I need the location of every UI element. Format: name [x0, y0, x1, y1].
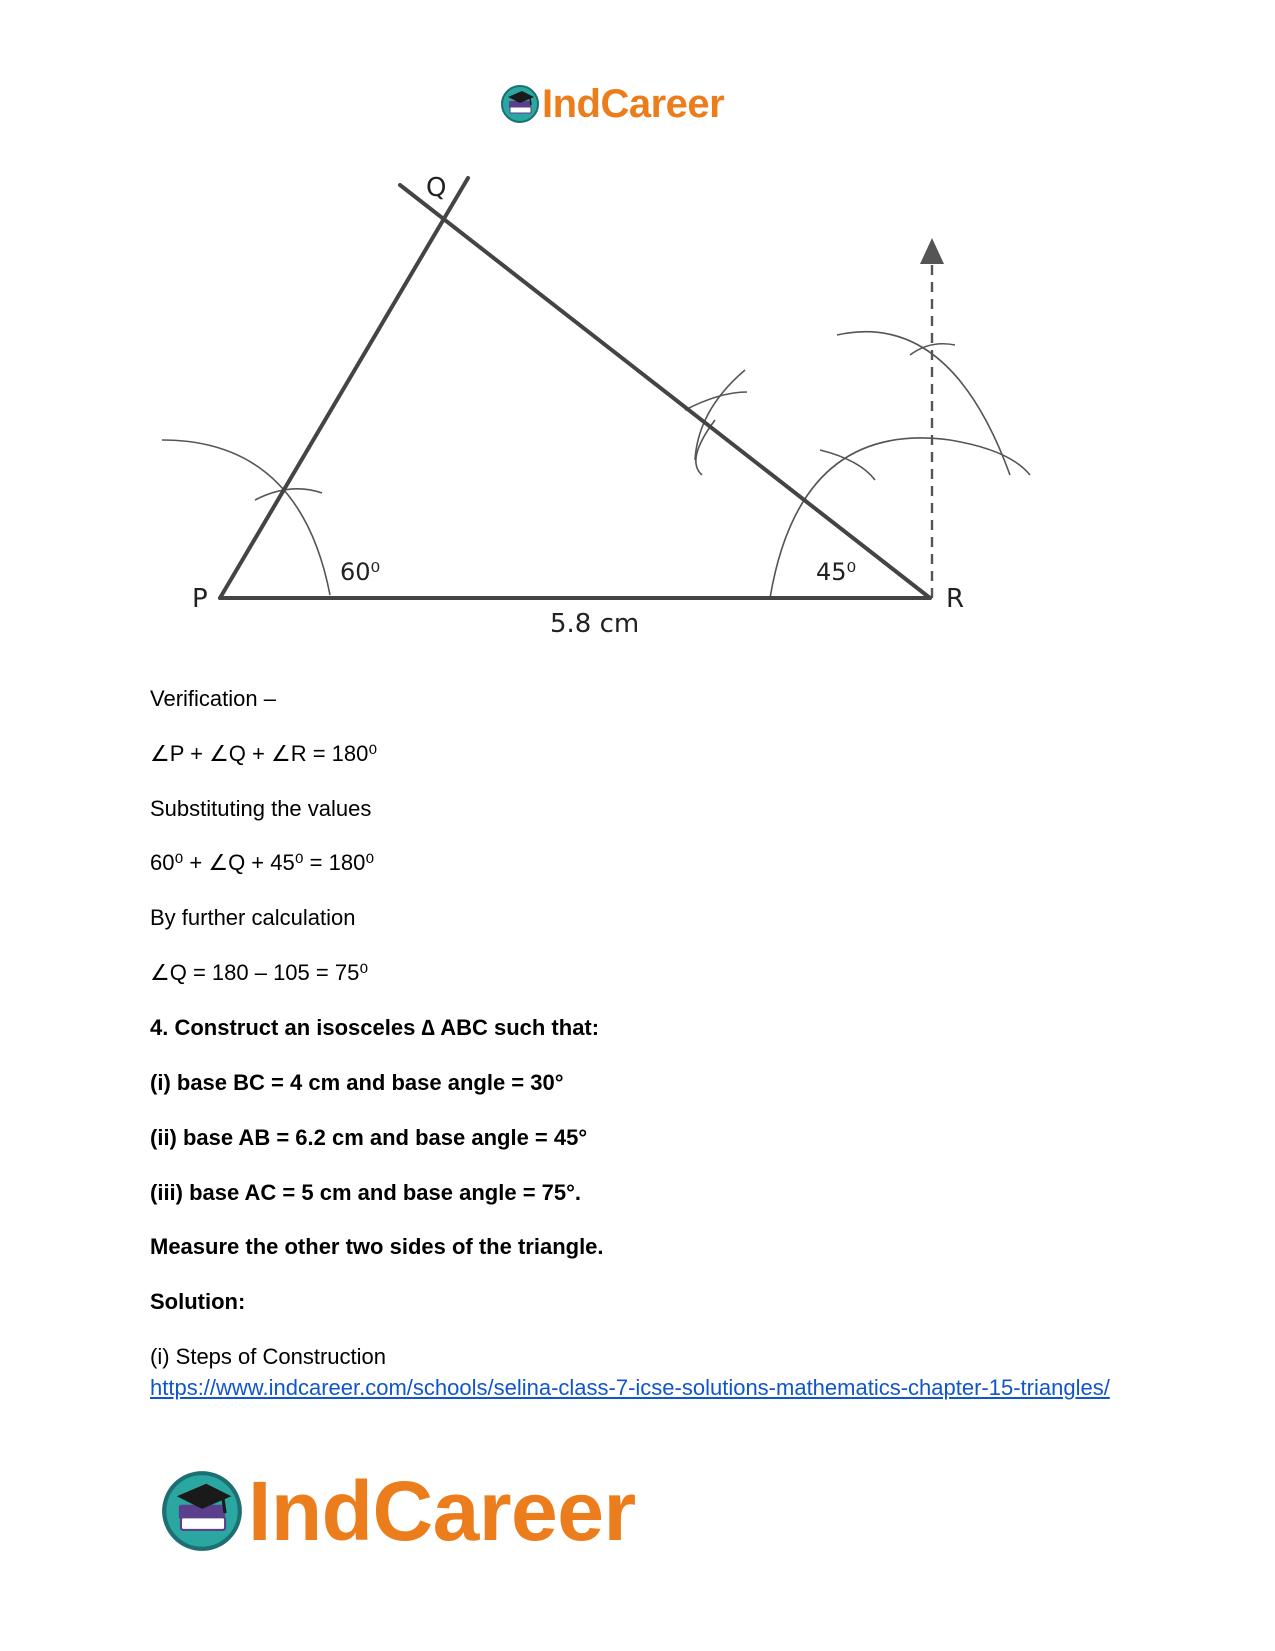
vertex-p-label: P: [192, 584, 208, 614]
arc-upper: [837, 332, 1010, 475]
angle-sum-equation: ∠P + ∠Q + ∠R = 180⁰: [150, 741, 378, 766]
question-part-i: (i) base BC = 4 cm and base angle = 30°: [150, 1070, 564, 1095]
verification-heading: Verification –: [150, 686, 276, 711]
graduation-globe-icon: [160, 1469, 244, 1553]
triangle-construction-figure: [150, 170, 1090, 650]
solution-heading: Solution:: [150, 1289, 246, 1314]
indcareer-logo-bottom: [160, 1463, 636, 1558]
source-link[interactable]: https://www.indcareer.com/schools/selina-class-7-icse-solutions-mathematics-chapter-15-triangles/: [150, 1375, 1110, 1400]
result-equation: ∠Q = 180 – 105 = 75⁰: [150, 960, 369, 985]
further-calculation-text: By further calculation: [150, 905, 356, 930]
base-length-label: 5.8 cm: [550, 609, 640, 639]
substituting-text: Substituting the values: [150, 796, 372, 821]
question-part-ii: (ii) base AB = 6.2 cm and base angle = 45°: [150, 1125, 588, 1150]
angle-p-label: 60⁰: [340, 558, 381, 586]
arrow-up-icon: [920, 238, 944, 264]
arc-r-small: [820, 450, 875, 480]
logo-text: IndCareer: [542, 81, 725, 126]
angle-r-label: 45⁰: [816, 558, 857, 586]
measure-instruction: Measure the other two sides of the triangle.: [150, 1234, 604, 1259]
arc-p: [162, 440, 330, 595]
vertex-r-label: R: [946, 584, 965, 614]
side-qr: [400, 185, 930, 598]
question-4: 4. Construct an isosceles ∆ ABC such that:: [150, 1015, 600, 1040]
logo-text: IndCareer: [248, 1463, 636, 1558]
substituted-equation: 60⁰ + ∠Q + 45⁰ = 180⁰: [150, 850, 375, 875]
arc-bisector-c: [660, 420, 690, 466]
graduation-globe-icon: [500, 84, 540, 124]
steps-heading: (i) Steps of Construction: [150, 1344, 386, 1369]
side-pq: [220, 178, 468, 598]
indcareer-logo-top: [500, 78, 724, 130]
question-part-iii: (iii) base AC = 5 cm and base angle = 75°.: [150, 1180, 582, 1205]
vertex-q-label: Q: [426, 173, 447, 203]
